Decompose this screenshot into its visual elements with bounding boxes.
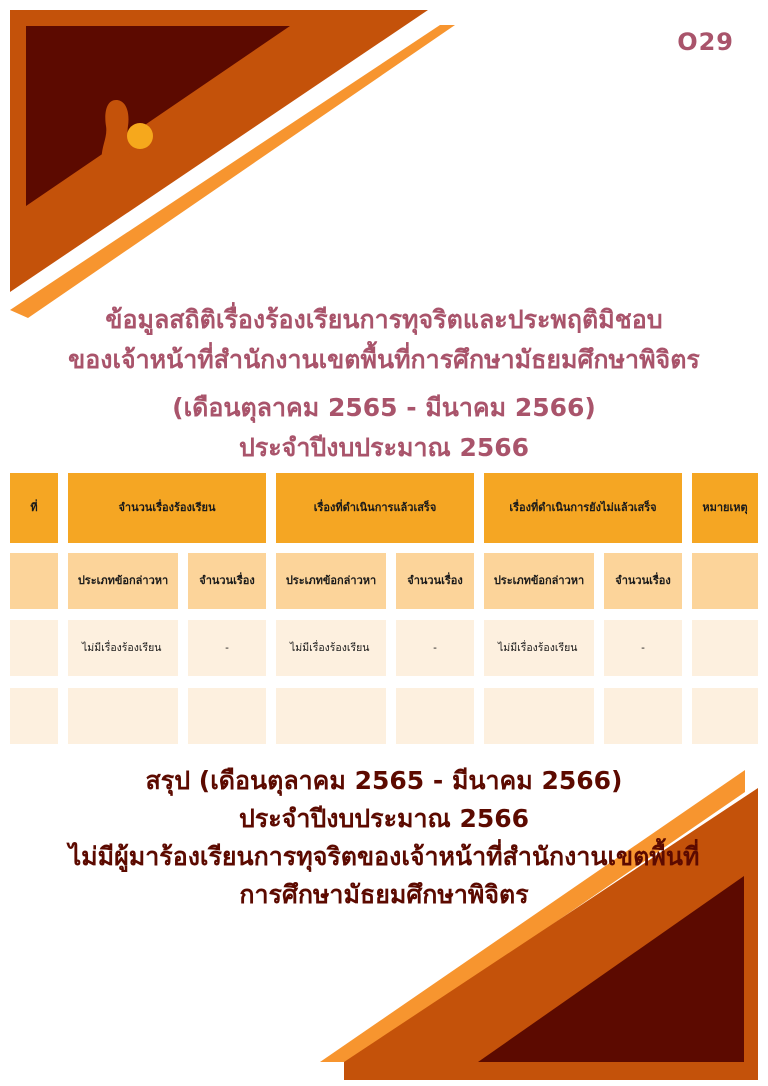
row2-count-completed-empty <box>396 688 474 744</box>
row1-type-pending: ไม่มีเรื่องร้องเรียน <box>484 620 594 676</box>
summary-line-4: การศึกษามัธยมศึกษาพิจิตร <box>239 880 529 909</box>
header-completed: เรื่องที่ดำเนินการแล้วเสร็จ <box>276 473 474 543</box>
row2-count-complaints-empty <box>188 688 266 744</box>
document-code: O29 <box>677 28 734 56</box>
row1-type-completed: ไม่มีเรื่องร้องเรียน <box>276 620 386 676</box>
row2-type-completed-empty <box>276 688 386 744</box>
row1-no <box>10 620 58 676</box>
row2-remark-empty <box>692 688 758 744</box>
header-complaints: จำนวนเรื่องร้องเรียน <box>68 473 266 543</box>
header-remark: หมายเหตุ <box>692 473 758 543</box>
row2-no-empty <box>10 688 58 744</box>
summary-line-1: สรุป (เดือนตุลาคม 2565 - มีนาคม 2566) <box>145 766 623 795</box>
title-line-2: ของเจ้าหน้าที่สำนักงานเขตพื้นที่การศึกษามัธยมศึกษาพิจิตร <box>68 345 700 374</box>
row1-remark <box>692 620 758 676</box>
row1-count-completed: - <box>396 620 474 676</box>
summary-block <box>0 762 768 914</box>
row2-count-pending-empty <box>604 688 682 744</box>
summary-line-2: ประจำปีงบประมาณ 2566 <box>238 804 530 833</box>
subheader-no-empty <box>10 553 58 609</box>
subheader-type-2: ประเภทข้อกล่าวหา <box>276 553 386 609</box>
row2-type-pending-empty <box>484 688 594 744</box>
row1-count-complaints: - <box>188 620 266 676</box>
subheader-remark-empty <box>692 553 758 609</box>
row2-type-complaints-empty <box>68 688 178 744</box>
subheader-count-2: จำนวนเรื่อง <box>396 553 474 609</box>
subheader-type-3: ประเภทข้อกล่าวหา <box>484 553 594 609</box>
subheader-type-1: ประเภทข้อกล่าวหา <box>68 553 178 609</box>
header-no: ที่ <box>10 473 58 543</box>
title-line-1: ข้อมูลสถิติเรื่องร้องเรียนการทุจริตและประพฤติมิชอบ <box>105 305 663 334</box>
subheader-count-3: จำนวนเรื่อง <box>604 553 682 609</box>
row1-type-complaints: ไม่มีเรื่องร้องเรียน <box>68 620 178 676</box>
title-line-3: (เดือนตุลาคม 2565 - มีนาคม 2566) <box>172 393 596 422</box>
summary-line-3: ไม่มีผู้มาร้องเรียนการทุจริตของเจ้าหน้าที่สำนักงานเขตพื้นที่ <box>68 842 700 871</box>
header-pending: เรื่องที่ดำเนินการยังไม่แล้วเสร็จ <box>484 473 682 543</box>
subheader-count-1: จำนวนเรื่อง <box>188 553 266 609</box>
row1-count-pending: - <box>604 620 682 676</box>
title-line-4: ประจำปีงบประมาณ 2566 <box>238 433 530 462</box>
